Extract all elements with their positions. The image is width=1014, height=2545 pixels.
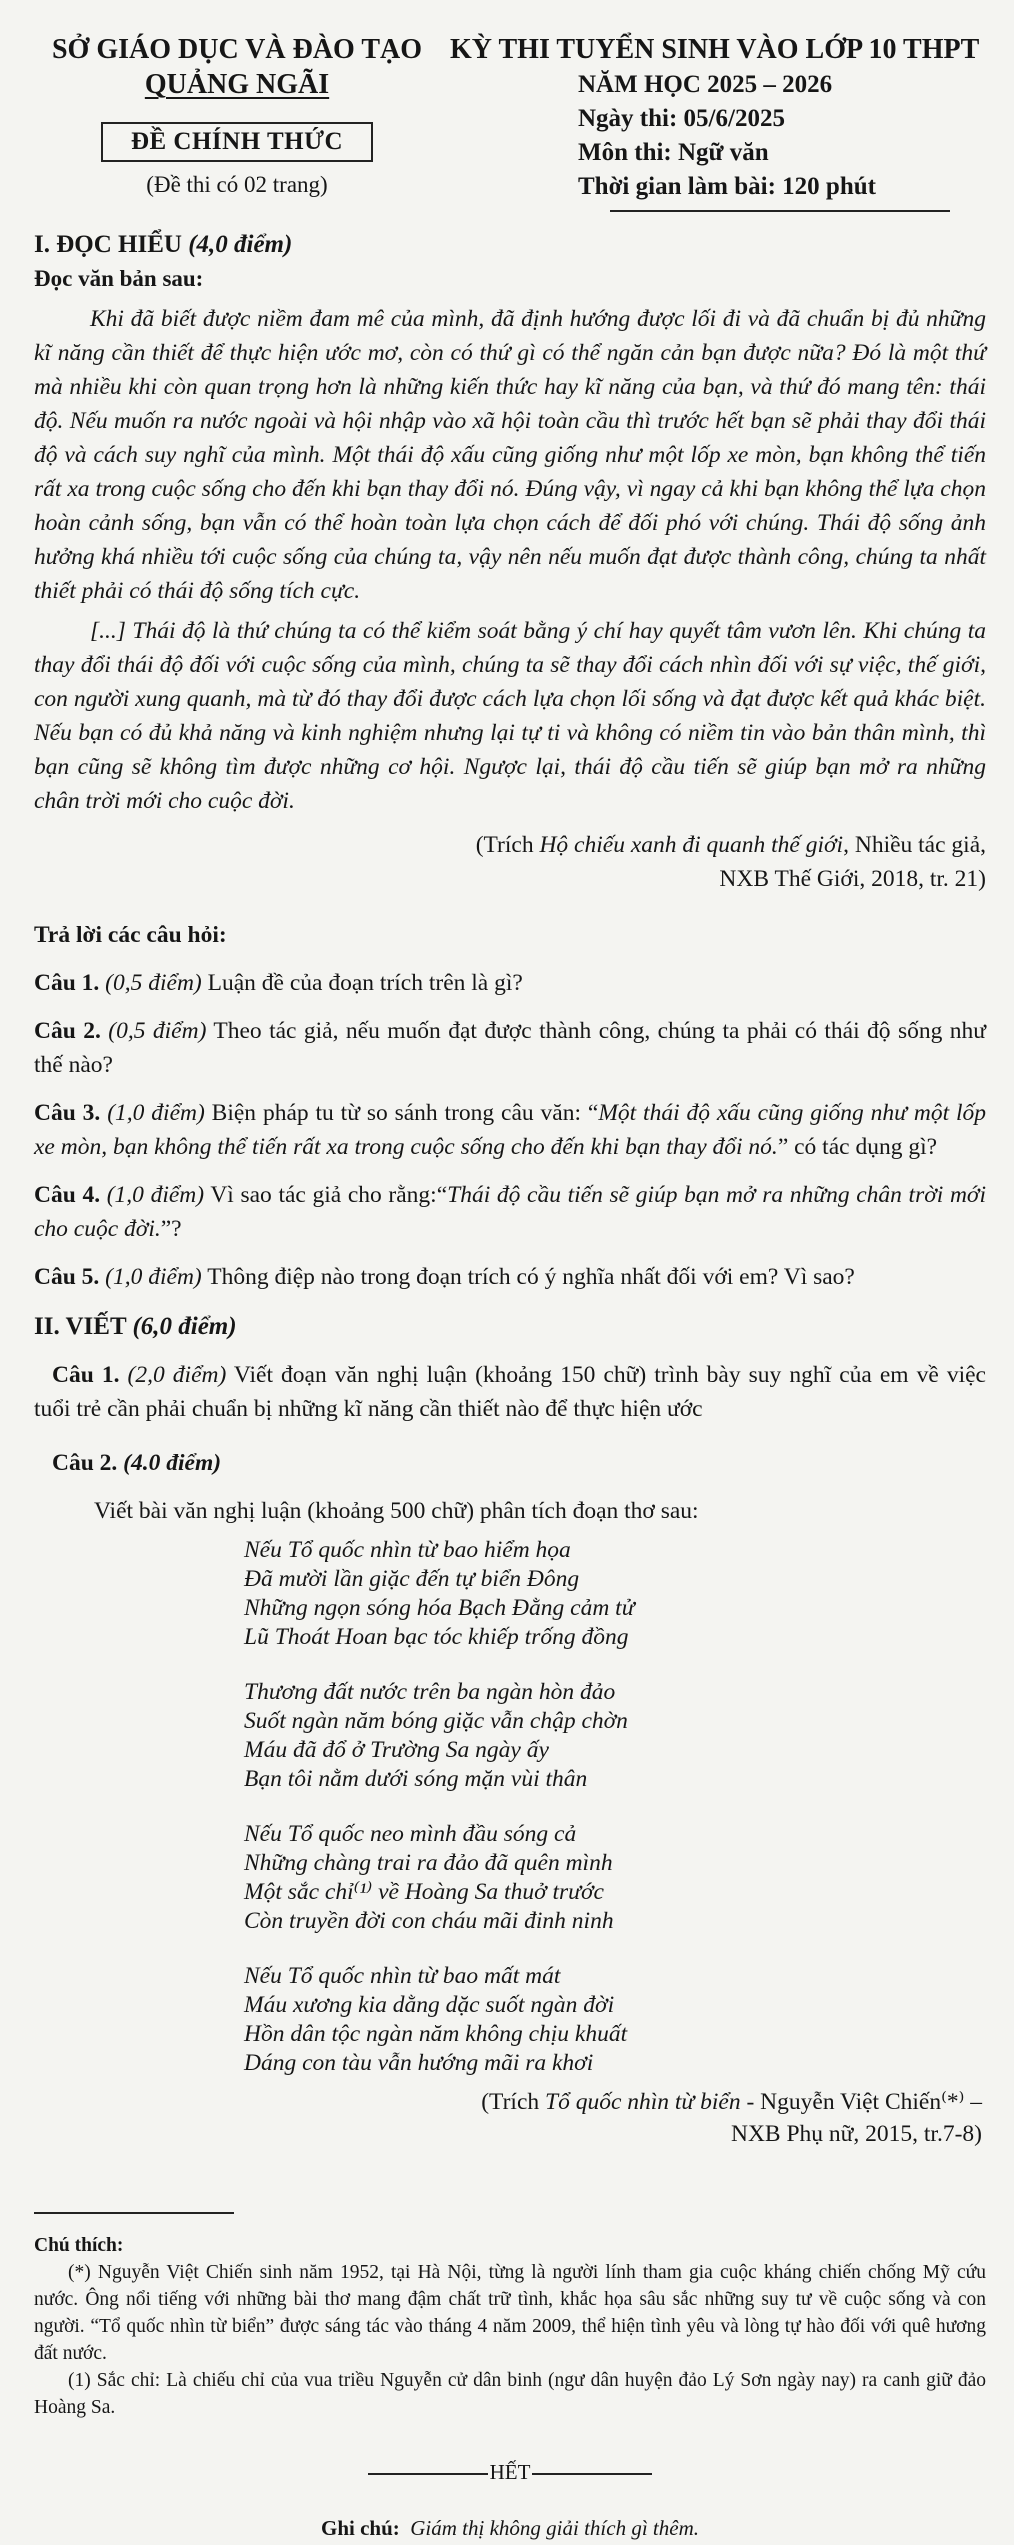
poem-stanza: Nếu Tổ quốc neo mình đầu sóng cả Những chàng trai ra đảo đã quên mình Một sắc chỉ⁽¹⁾ về Hoàng Sa thuở trước Còn truyền đời con cháu mãi đinh ninh [244, 1821, 614, 1934]
poem-stanza: Thương đất nước trên ba ngàn hòn đảo Suốt ngàn năm bóng giặc vẫn chập chờn Máu đã đổ ở Trường Sa ngày ấy Bạn tôi nằm dưới sóng mặn vùi thân [244, 1679, 628, 1792]
section-reading-title: I. ĐỌC HIỂU [34, 231, 182, 258]
passage-source: (Trích Hộ chiếu xanh đi quanh thế giới, Nhiều tác giả, NXB Thế Giới, 2018, tr. 21) [34, 828, 986, 896]
exam-subject: Môn thi: Ngữ văn [578, 139, 769, 166]
poem-stanza: Nếu Tổ quốc nhìn từ bao mất mát Máu xương kia dằng dặc suốt ngàn đời Hồn dân tộc ngàn năm không chịu khuất Dáng con tàu vẫn hướng mãi ra khơi [244, 1963, 628, 2076]
proctor-note: Ghi chú: Giám thị không giải thích gì thêm. [320, 2516, 699, 2540]
footnotes [34, 2232, 986, 2421]
passage-paragraph-2: [...] Thái độ là thứ chúng ta có thể kiểm soát bằng ý chí hay quyết tâm vươn lên. Khi chúng ta thay đổi thái độ đối với cuộc sống của mình, chúng ta sẽ thay đổi cách nhìn đối với sự việc, thế giới, con người xung quanh, mà từ đó thay đổi được cách lựa chọn lối sống và đạt được kết quả khác biệt. Nếu bạn có đủ khả năng và kinh nghiệm nhưng lại tự ti và không có niềm tin vào bản thân mình, thì bạn cũng sẽ không tìm được những cơ hội. Ngược lại, thái độ cầu tiến sẽ giúp bạn mở ra những chân trời mới cho cuộc đời. [34, 618, 986, 814]
footnotes-title: Chú thích: [34, 2235, 124, 2256]
reading-instruction: Đọc văn bản sau: [34, 266, 204, 291]
footnote-divider [34, 2212, 234, 2214]
section-reading-points: (4,0 điểm) [188, 231, 293, 258]
exam-duration: Thời gian làm bài: 120 phút [578, 173, 876, 200]
section-reading-heading [34, 228, 986, 262]
question-1: Câu 1. (0,5 điểm) Luận đề của đoạn trích trên là gì? [34, 970, 523, 996]
exam-date: Ngày thi: 05/6/2025 [578, 105, 785, 132]
exam-title: KỲ THI TUYỂN SINH VÀO LỚP 10 THPT [450, 34, 980, 65]
school-year: NĂM HỌC 2025 – 2026 [578, 71, 833, 98]
page-count-note: (Đề thi có 02 trang) [146, 172, 328, 197]
source-publisher: NXB Thế Giới, 2018, tr. 21) [719, 866, 986, 892]
poem-title: Tổ quốc nhìn từ biển [545, 2089, 741, 2115]
poem-source: (Trích Tổ quốc nhìn từ biển - Nguyễn Việt Chiến⁽*⁾ – NXB Phụ nữ, 2015, tr.7-8) [481, 2089, 982, 2147]
answer-prompt: Trả lời các câu hỏi: [34, 922, 227, 948]
writing-question-1: Câu 1. (2,0 điểm) Viết đoạn văn nghị luận (khoảng 150 chữ) trình bày suy nghĩ của em về việc tuổi trẻ cần phải chuẩn bị những kĩ năng cần thiết nào để thực hiện ước [34, 1362, 986, 1422]
poem-excerpt [34, 1536, 986, 2078]
exam-content [34, 228, 986, 2545]
question-4: Câu 4. (1,0 điểm) Vì sao tác giả cho rằng:“Thái độ cầu tiến sẽ giúp bạn mở ra những chân trời mới cho cuộc đời.”? [34, 1182, 986, 1242]
source-book-title: Hộ chiếu xanh đi quanh thế giới [539, 832, 844, 858]
question-2: Câu 2. (0,5 điểm) Theo tác giả, nếu muốn đạt được thành công, chúng ta phải có thái độ sống như thế nào? [34, 1018, 986, 1078]
question-3: Câu 3. (1,0 điểm) Biện pháp tu từ so sánh trong câu văn: “Một thái độ xấu cũng giống như một lốp xe mòn, bạn không thể tiến rất xa trong cuộc sống cho đến khi bạn thay đổi nó.” có tác dụng gì? [34, 1100, 987, 1160]
passage-paragraph-1: Khi đã biết được niềm đam mê của mình, đã định hướng được lối đi và đã chuẩn bị đủ những kĩ năng cần thiết để thực hiện ước mơ, còn có thứ gì có thể ngăn cản bạn được nữa? Đó là một thứ mà nhiều khi còn quan trọng hơn là những kiến thức hay kĩ năng của bạn, và thứ đó mang tên: thái độ. Nếu muốn ra nước ngoài và hội nhập vào xã hội toàn cầu thì trước hết bạn sẽ phải thay đổi thái độ và cách suy nghĩ của mình. Một thái độ xấu cũng giống như một lốp xe mòn, bạn không thể tiến rất xa trong cuộc sống cho đến khi bạn thay đổi nó. Đúng vậy, vì ngay cả khi bạn không thể lựa chọn hoàn cảnh sống, bạn vẫn có thể hoàn toàn lựa chọn cách để đối phó với chúng. Thái độ sống ảnh hưởng khá nhiều tới cuộc sống của chúng ta, vậy nên nếu muốn đạt được thành công, chúng ta nhất thiết phải có thái độ sống tích cực. [34, 306, 986, 604]
footnote-1: (1) Sắc chỉ: Là chiếu chỉ của vua triều Nguyễn cử dân binh (ngư dân huyện đảo Lý Sơn ngày nay) ra canh giữ đảo Hoàng Sa. [34, 2370, 986, 2418]
exam-header [450, 32, 990, 212]
official-exam-stamp: ĐỀ CHÍNH THỨC [101, 122, 373, 162]
question-5: Câu 5. (1,0 điểm) Thông điệp nào trong đoạn trích có ý nghĩa nhất đối với em? Vì sao? [34, 1264, 855, 1290]
header-divider [610, 210, 950, 212]
department-header [32, 32, 442, 198]
writing-question-2-prompt: Viết bài văn nghị luận (khoảng 500 chữ) phân tích đoạn thơ sau: [94, 1498, 699, 1524]
province-name: QUẢNG NGÃI [144, 69, 330, 100]
department-name: SỞ GIÁO DỤC VÀ ĐÀO TẠO [51, 34, 422, 65]
footnote-author: (*) Nguyễn Việt Chiến sinh năm 1952, tại Hà Nội, từng là người lính tham gia cuộc kháng chiến chống Mỹ cứu nước. Ông nổi tiếng với những bài thơ mang đậm chất trữ tình, khắc họa sâu sắc những suy tư về cuộc sống và con người. “Tổ quốc nhìn từ biển” được sáng tác vào tháng 4 năm 2009, thể hiện tình yêu và lòng tự hào đối với quê hương đất nước. [34, 2262, 986, 2364]
poem-stanza: Nếu Tổ quốc nhìn từ bao hiểm họa Đã mười lần giặc đến tự biển Đông Những ngọn sóng hóa Bạch Đằng cảm tử Lũ Thoát Hoan bạc tóc khiếp trống đồng [244, 1537, 635, 1650]
section-writing-heading: II. VIẾT (6,0 điểm) [34, 1313, 237, 1340]
end-marker: HẾT [34, 2455, 986, 2489]
writing-question-2-label: Câu 2. (4.0 điểm) [52, 1450, 222, 1476]
